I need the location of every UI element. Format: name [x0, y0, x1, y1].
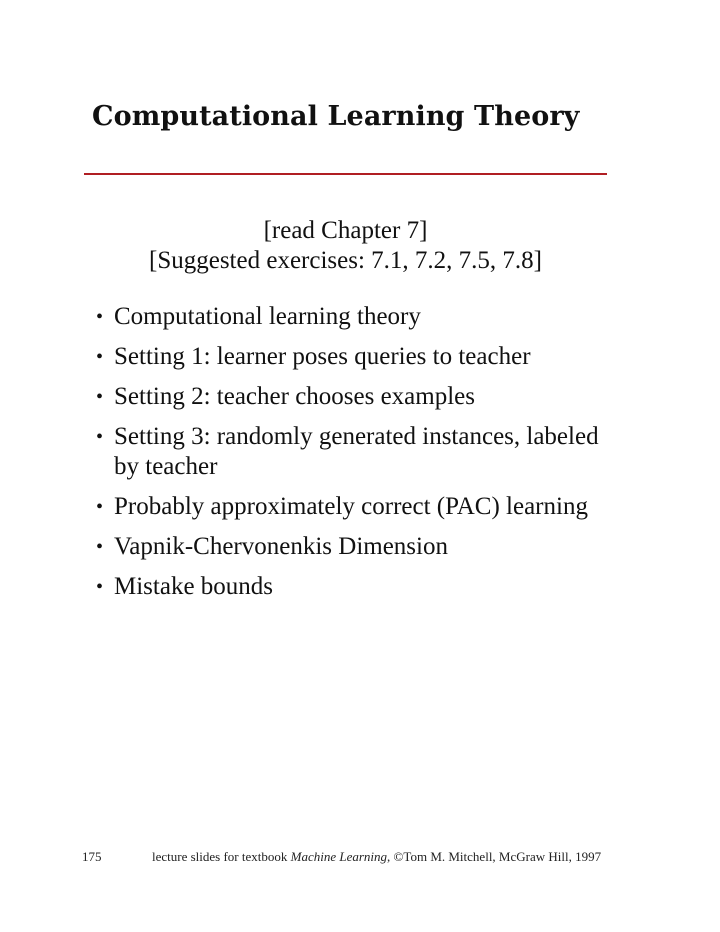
bullet-icon: • — [96, 536, 104, 558]
reading-assignment: [read Chapter 7] — [263, 217, 428, 244]
bullet-icon: • — [96, 426, 104, 448]
topic-list — [96, 302, 696, 612]
list-item-text: Vapnik-Chervonenkis Dimension — [114, 533, 448, 560]
title-divider — [84, 173, 607, 175]
slide-title: Computational Learning Theory — [92, 101, 580, 132]
list-item-text: Setting 1: learner poses queries to teacher — [114, 343, 531, 370]
list-item-text: Probably approximately correct (PAC) learning — [114, 493, 588, 520]
list-item — [96, 492, 696, 522]
page-number: 175 — [82, 849, 102, 864]
bullet-icon: • — [96, 306, 104, 328]
list-item — [96, 572, 696, 602]
list-item — [96, 422, 696, 482]
list-item — [96, 342, 696, 372]
bullet-icon: • — [96, 576, 104, 598]
bullet-icon: • — [96, 346, 104, 368]
list-item-text: Setting 2: teacher chooses examples — [114, 383, 475, 410]
list-item-text: Setting 3: randomly generated instances, labeled by teacher — [114, 423, 599, 480]
footer — [82, 849, 642, 865]
bullet-icon: • — [96, 386, 104, 408]
suggested-exercises: [Suggested exercises: 7.1, 7.2, 7.5, 7.8] — [149, 247, 542, 274]
list-item-text: Computational learning theory — [114, 303, 421, 330]
book-title: Machine Learning — [290, 849, 388, 864]
list-item — [96, 302, 696, 332]
list-item-text: Mistake bounds — [114, 573, 274, 600]
list-item — [96, 382, 696, 412]
copyright-text: , ©Tom M. Mitchell, McGraw Hill, 1997 — [387, 849, 602, 864]
footer-prefix: lecture slides for textbook — [152, 849, 291, 864]
list-item — [96, 532, 696, 562]
bullet-icon: • — [96, 496, 104, 518]
